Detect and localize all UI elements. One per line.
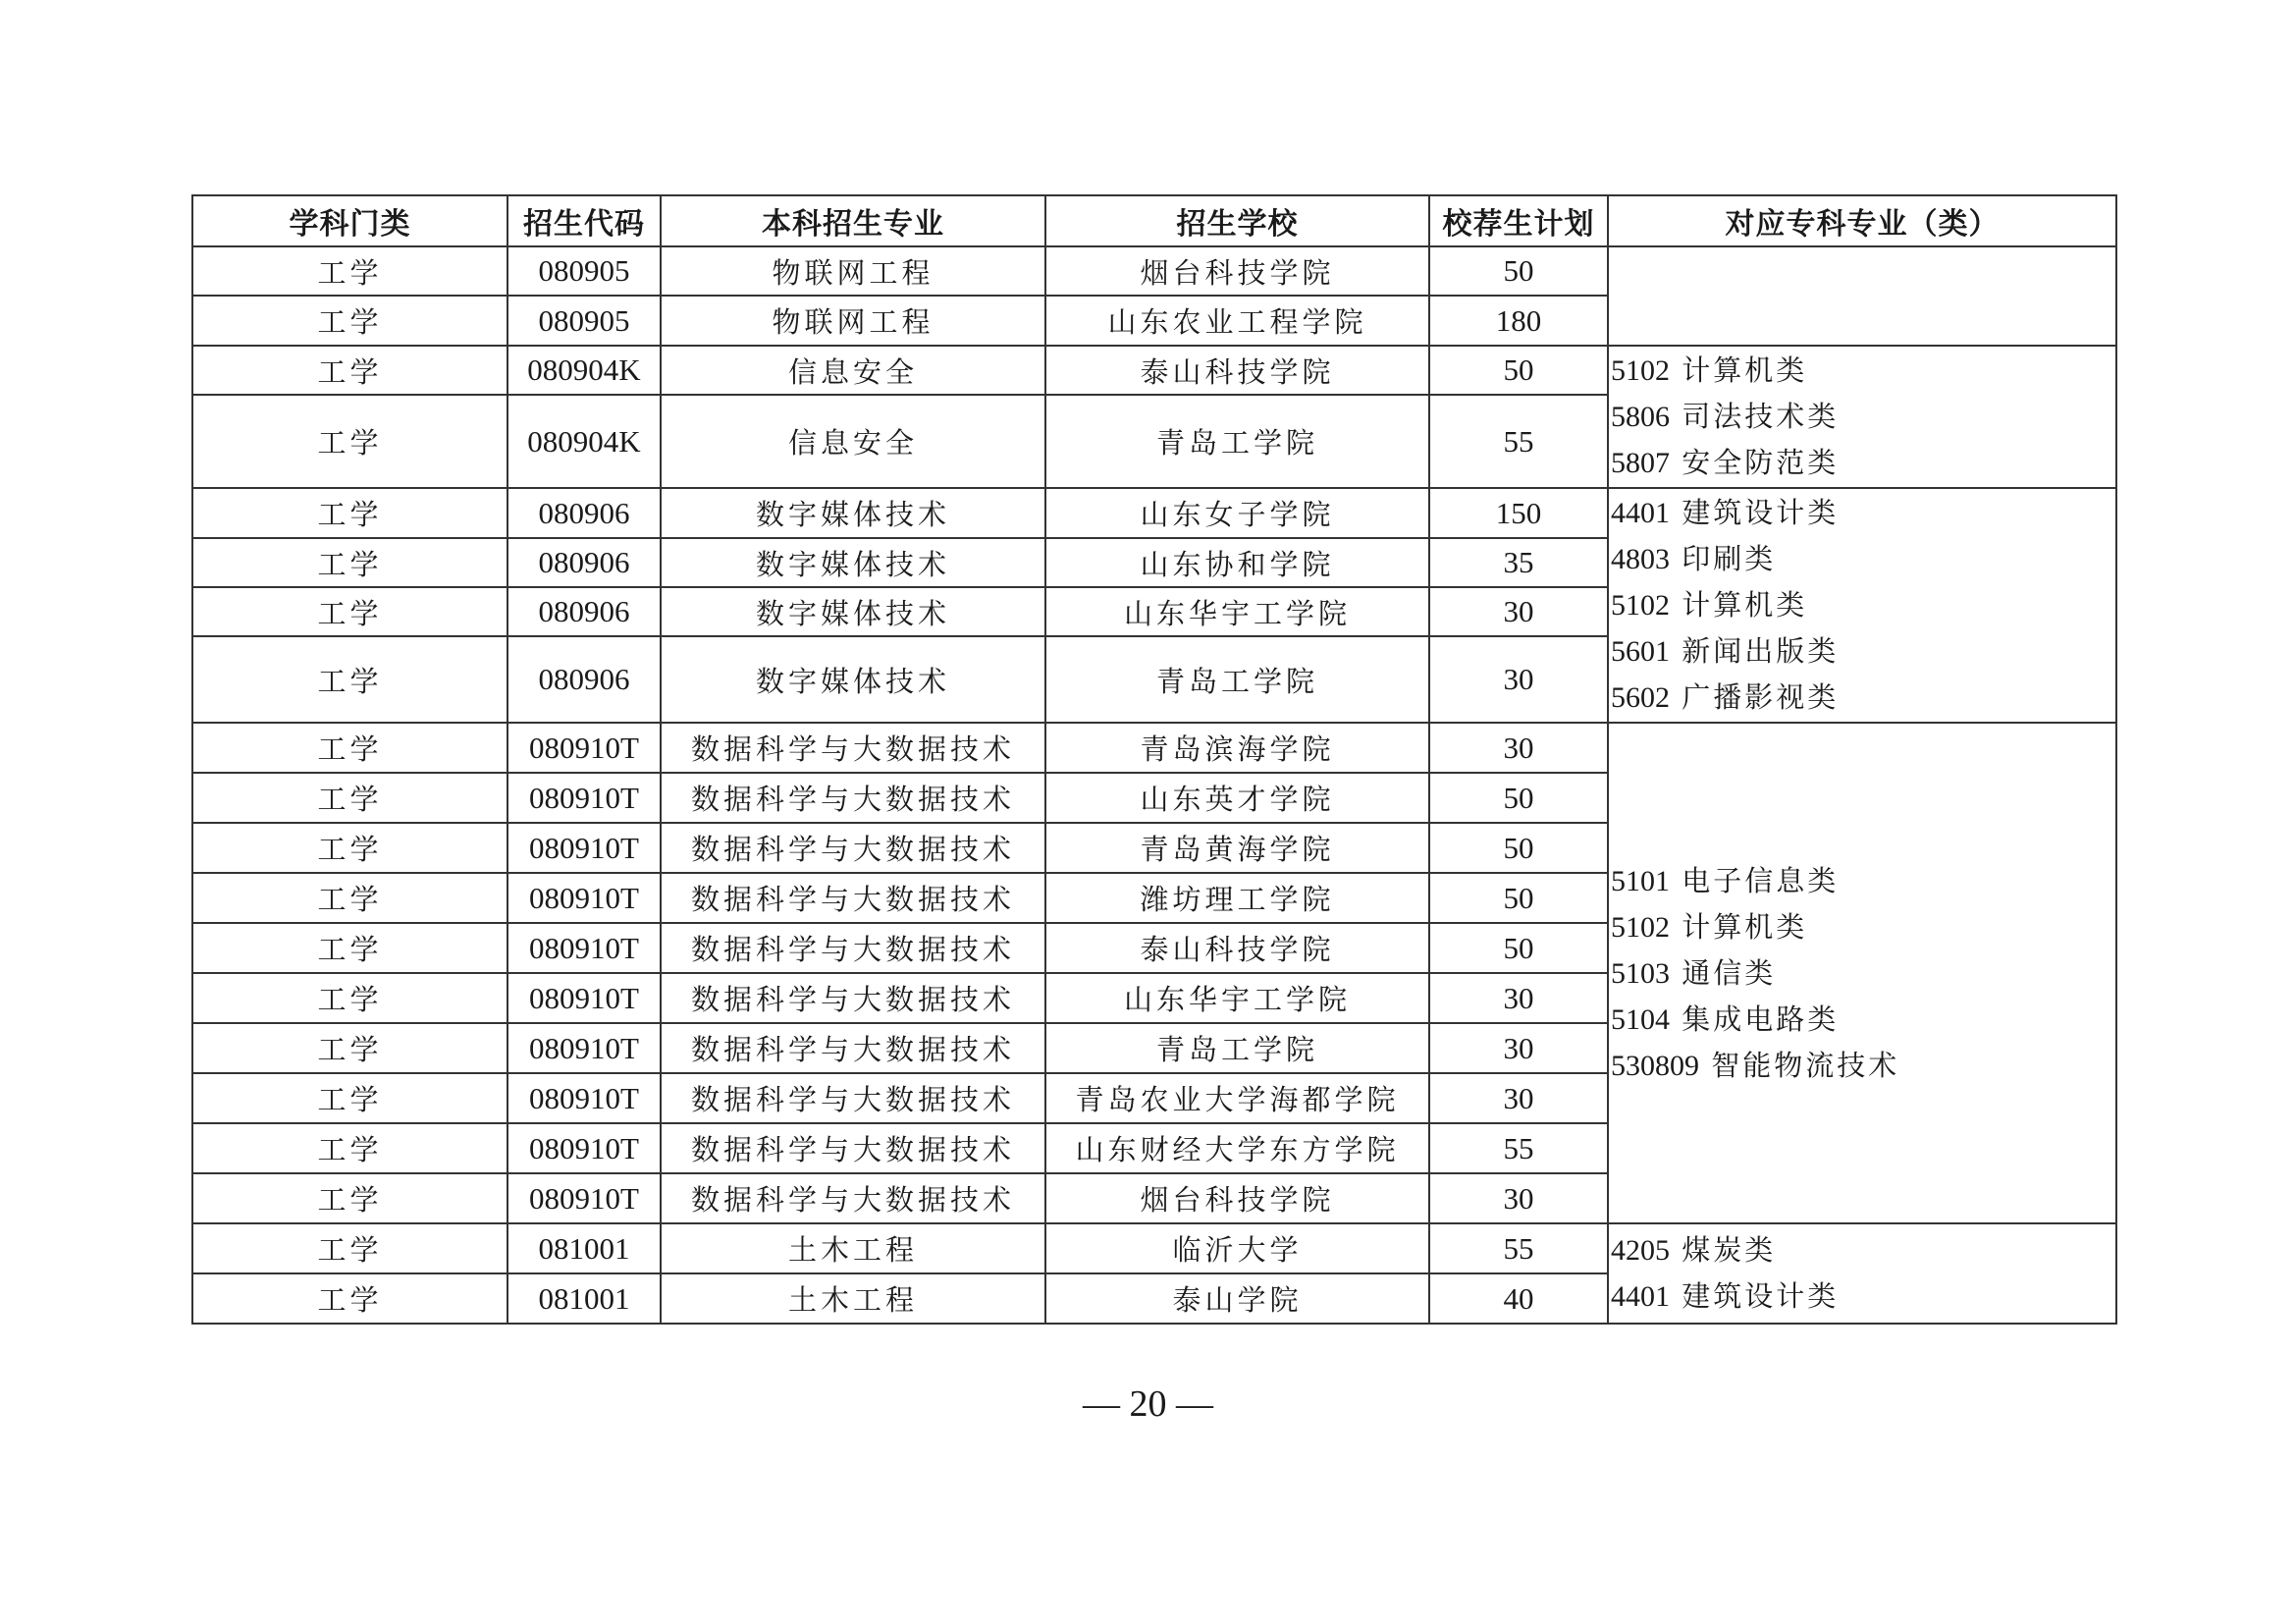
cell-code: 080910T (507, 1023, 661, 1073)
cell-category: 工学 (192, 873, 507, 923)
cell-plan: 40 (1429, 1273, 1608, 1324)
page-number: — 20 — (1083, 1383, 1213, 1425)
cell-plan: 30 (1429, 1073, 1608, 1123)
cell-code: 081001 (507, 1273, 661, 1324)
cell-category: 工学 (192, 723, 507, 773)
cell-mapped-group-2 (1608, 488, 2116, 723)
header-code: 招生代码 (507, 195, 661, 246)
cell-major: 数据科学与大数据技术 (661, 1123, 1045, 1173)
cell-plan: 30 (1429, 1023, 1608, 1073)
table-row (192, 723, 2116, 773)
cell-major: 数据科学与大数据技术 (661, 773, 1045, 823)
cell-code: 080910T (507, 1073, 661, 1123)
cell-plan: 180 (1429, 296, 1608, 346)
cell-school: 山东协和学院 (1045, 538, 1429, 587)
cell-school: 青岛工学院 (1045, 636, 1429, 723)
header-major: 本科招生专业 (661, 195, 1045, 246)
cell-category: 工学 (192, 488, 507, 538)
cell-major: 数据科学与大数据技术 (661, 823, 1045, 873)
cell-school: 临沂大学 (1045, 1223, 1429, 1273)
mapped-major-line: 5102 计算机类 (1611, 588, 1808, 622)
mapped-major-line: 5101 电子信息类 (1611, 863, 1840, 897)
cell-plan: 50 (1429, 873, 1608, 923)
cell-code: 080906 (507, 538, 661, 587)
cell-code: 080904K (507, 395, 661, 488)
cell-plan: 55 (1429, 395, 1608, 488)
cell-mapped-group-4 (1608, 1223, 2116, 1324)
cell-school: 泰山科技学院 (1045, 346, 1429, 395)
mapped-major-line: 5102 计算机类 (1611, 353, 1808, 387)
cell-code: 081001 (507, 1223, 661, 1273)
mapped-major-line: 5602 广播影视类 (1611, 680, 1840, 714)
cell-plan: 30 (1429, 723, 1608, 773)
cell-school: 山东华宇工学院 (1045, 587, 1429, 636)
cell-category: 工学 (192, 973, 507, 1023)
cell-mapped-group-3 (1608, 723, 2116, 1223)
cell-major: 信息安全 (661, 346, 1045, 395)
cell-major: 数字媒体技术 (661, 587, 1045, 636)
cell-school: 青岛农业大学海都学院 (1045, 1073, 1429, 1123)
cell-major: 土木工程 (661, 1273, 1045, 1324)
header-row (192, 195, 2116, 246)
cell-school: 山东农业工程学院 (1045, 296, 1429, 346)
header-school: 招生学校 (1045, 195, 1429, 246)
cell-plan: 150 (1429, 488, 1608, 538)
cell-category: 工学 (192, 587, 507, 636)
cell-plan: 30 (1429, 1173, 1608, 1223)
cell-plan: 50 (1429, 823, 1608, 873)
cell-school: 泰山科技学院 (1045, 923, 1429, 973)
cell-plan: 30 (1429, 587, 1608, 636)
cell-category: 工学 (192, 1223, 507, 1273)
cell-category: 工学 (192, 1173, 507, 1223)
cell-category: 工学 (192, 538, 507, 587)
cell-major: 数据科学与大数据技术 (661, 1073, 1045, 1123)
cell-major: 物联网工程 (661, 246, 1045, 296)
cell-category: 工学 (192, 246, 507, 296)
table-row (192, 346, 2116, 395)
cell-school: 山东华宇工学院 (1045, 973, 1429, 1023)
cell-plan: 55 (1429, 1123, 1608, 1173)
cell-category: 工学 (192, 823, 507, 873)
cell-category: 工学 (192, 1273, 507, 1324)
cell-code: 080906 (507, 587, 661, 636)
enrollment-table (191, 194, 2117, 1325)
cell-code: 080910T (507, 773, 661, 823)
cell-code: 080905 (507, 296, 661, 346)
table-row (192, 488, 2116, 538)
cell-code: 080910T (507, 923, 661, 973)
cell-code: 080910T (507, 1123, 661, 1173)
cell-code: 080905 (507, 246, 661, 296)
cell-code: 080910T (507, 723, 661, 773)
mapped-major-line: 4205 煤炭类 (1611, 1233, 1777, 1267)
cell-plan: 30 (1429, 636, 1608, 723)
cell-category: 工学 (192, 395, 507, 488)
cell-school: 青岛工学院 (1045, 1023, 1429, 1073)
cell-code: 080906 (507, 636, 661, 723)
header-mapped-majors: 对应专科专业（类） (1608, 195, 2116, 246)
mapped-major-line: 4401 建筑设计类 (1611, 1279, 1840, 1313)
cell-plan: 35 (1429, 538, 1608, 587)
cell-category: 工学 (192, 1073, 507, 1123)
cell-major: 数据科学与大数据技术 (661, 1023, 1045, 1073)
cell-code: 080910T (507, 873, 661, 923)
cell-major: 数字媒体技术 (661, 488, 1045, 538)
cell-plan: 50 (1429, 923, 1608, 973)
cell-category: 工学 (192, 346, 507, 395)
cell-school: 山东财经大学东方学院 (1045, 1123, 1429, 1173)
cell-school: 山东英才学院 (1045, 773, 1429, 823)
cell-category: 工学 (192, 636, 507, 723)
cell-school: 山东女子学院 (1045, 488, 1429, 538)
cell-school: 烟台科技学院 (1045, 1173, 1429, 1223)
cell-category: 工学 (192, 923, 507, 973)
cell-category: 工学 (192, 1023, 507, 1073)
mapped-major-line: 5103 通信类 (1611, 955, 1777, 990)
mapped-major-line: 5601 新闻出版类 (1611, 634, 1840, 668)
cell-school: 潍坊理工学院 (1045, 873, 1429, 923)
cell-major: 数字媒体技术 (661, 538, 1045, 587)
cell-mapped-group-1 (1608, 346, 2116, 488)
cell-major: 数据科学与大数据技术 (661, 1173, 1045, 1223)
mapped-major-line: 530809 智能物流技术 (1611, 1048, 1900, 1082)
table-row (192, 246, 2116, 296)
cell-code: 080904K (507, 346, 661, 395)
cell-code: 080910T (507, 1173, 661, 1223)
cell-plan: 50 (1429, 246, 1608, 296)
mapped-major-line: 4401 建筑设计类 (1611, 496, 1840, 529)
cell-code: 080910T (507, 973, 661, 1023)
cell-school: 泰山学院 (1045, 1273, 1429, 1324)
mapped-major-line: 5806 司法技术类 (1611, 400, 1840, 433)
cell-mapped-group-0 (1608, 246, 2116, 346)
cell-school: 烟台科技学院 (1045, 246, 1429, 296)
header-plan: 校荐生计划 (1429, 195, 1608, 246)
cell-school: 青岛滨海学院 (1045, 723, 1429, 773)
cell-major: 数据科学与大数据技术 (661, 723, 1045, 773)
mapped-major-line: 5807 安全防范类 (1611, 446, 1840, 479)
cell-school: 青岛工学院 (1045, 395, 1429, 488)
cell-plan: 50 (1429, 773, 1608, 823)
cell-category: 工学 (192, 1123, 507, 1173)
mapped-major-line: 5104 集成电路类 (1611, 1001, 1840, 1036)
table-row (192, 1223, 2116, 1273)
cell-code: 080906 (507, 488, 661, 538)
cell-major: 数据科学与大数据技术 (661, 973, 1045, 1023)
mapped-major-line: 5102 计算机类 (1611, 909, 1808, 944)
cell-major: 物联网工程 (661, 296, 1045, 346)
cell-major: 数字媒体技术 (661, 636, 1045, 723)
cell-plan: 30 (1429, 973, 1608, 1023)
cell-plan: 55 (1429, 1223, 1608, 1273)
cell-school: 青岛黄海学院 (1045, 823, 1429, 873)
mapped-major-line: 4803 印刷类 (1611, 542, 1777, 575)
cell-major: 土木工程 (661, 1223, 1045, 1273)
header-category: 学科门类 (192, 195, 507, 246)
cell-major: 信息安全 (661, 395, 1045, 488)
cell-major: 数据科学与大数据技术 (661, 923, 1045, 973)
cell-code: 080910T (507, 823, 661, 873)
cell-category: 工学 (192, 296, 507, 346)
cell-major: 数据科学与大数据技术 (661, 873, 1045, 923)
cell-category: 工学 (192, 773, 507, 823)
cell-plan: 50 (1429, 346, 1608, 395)
